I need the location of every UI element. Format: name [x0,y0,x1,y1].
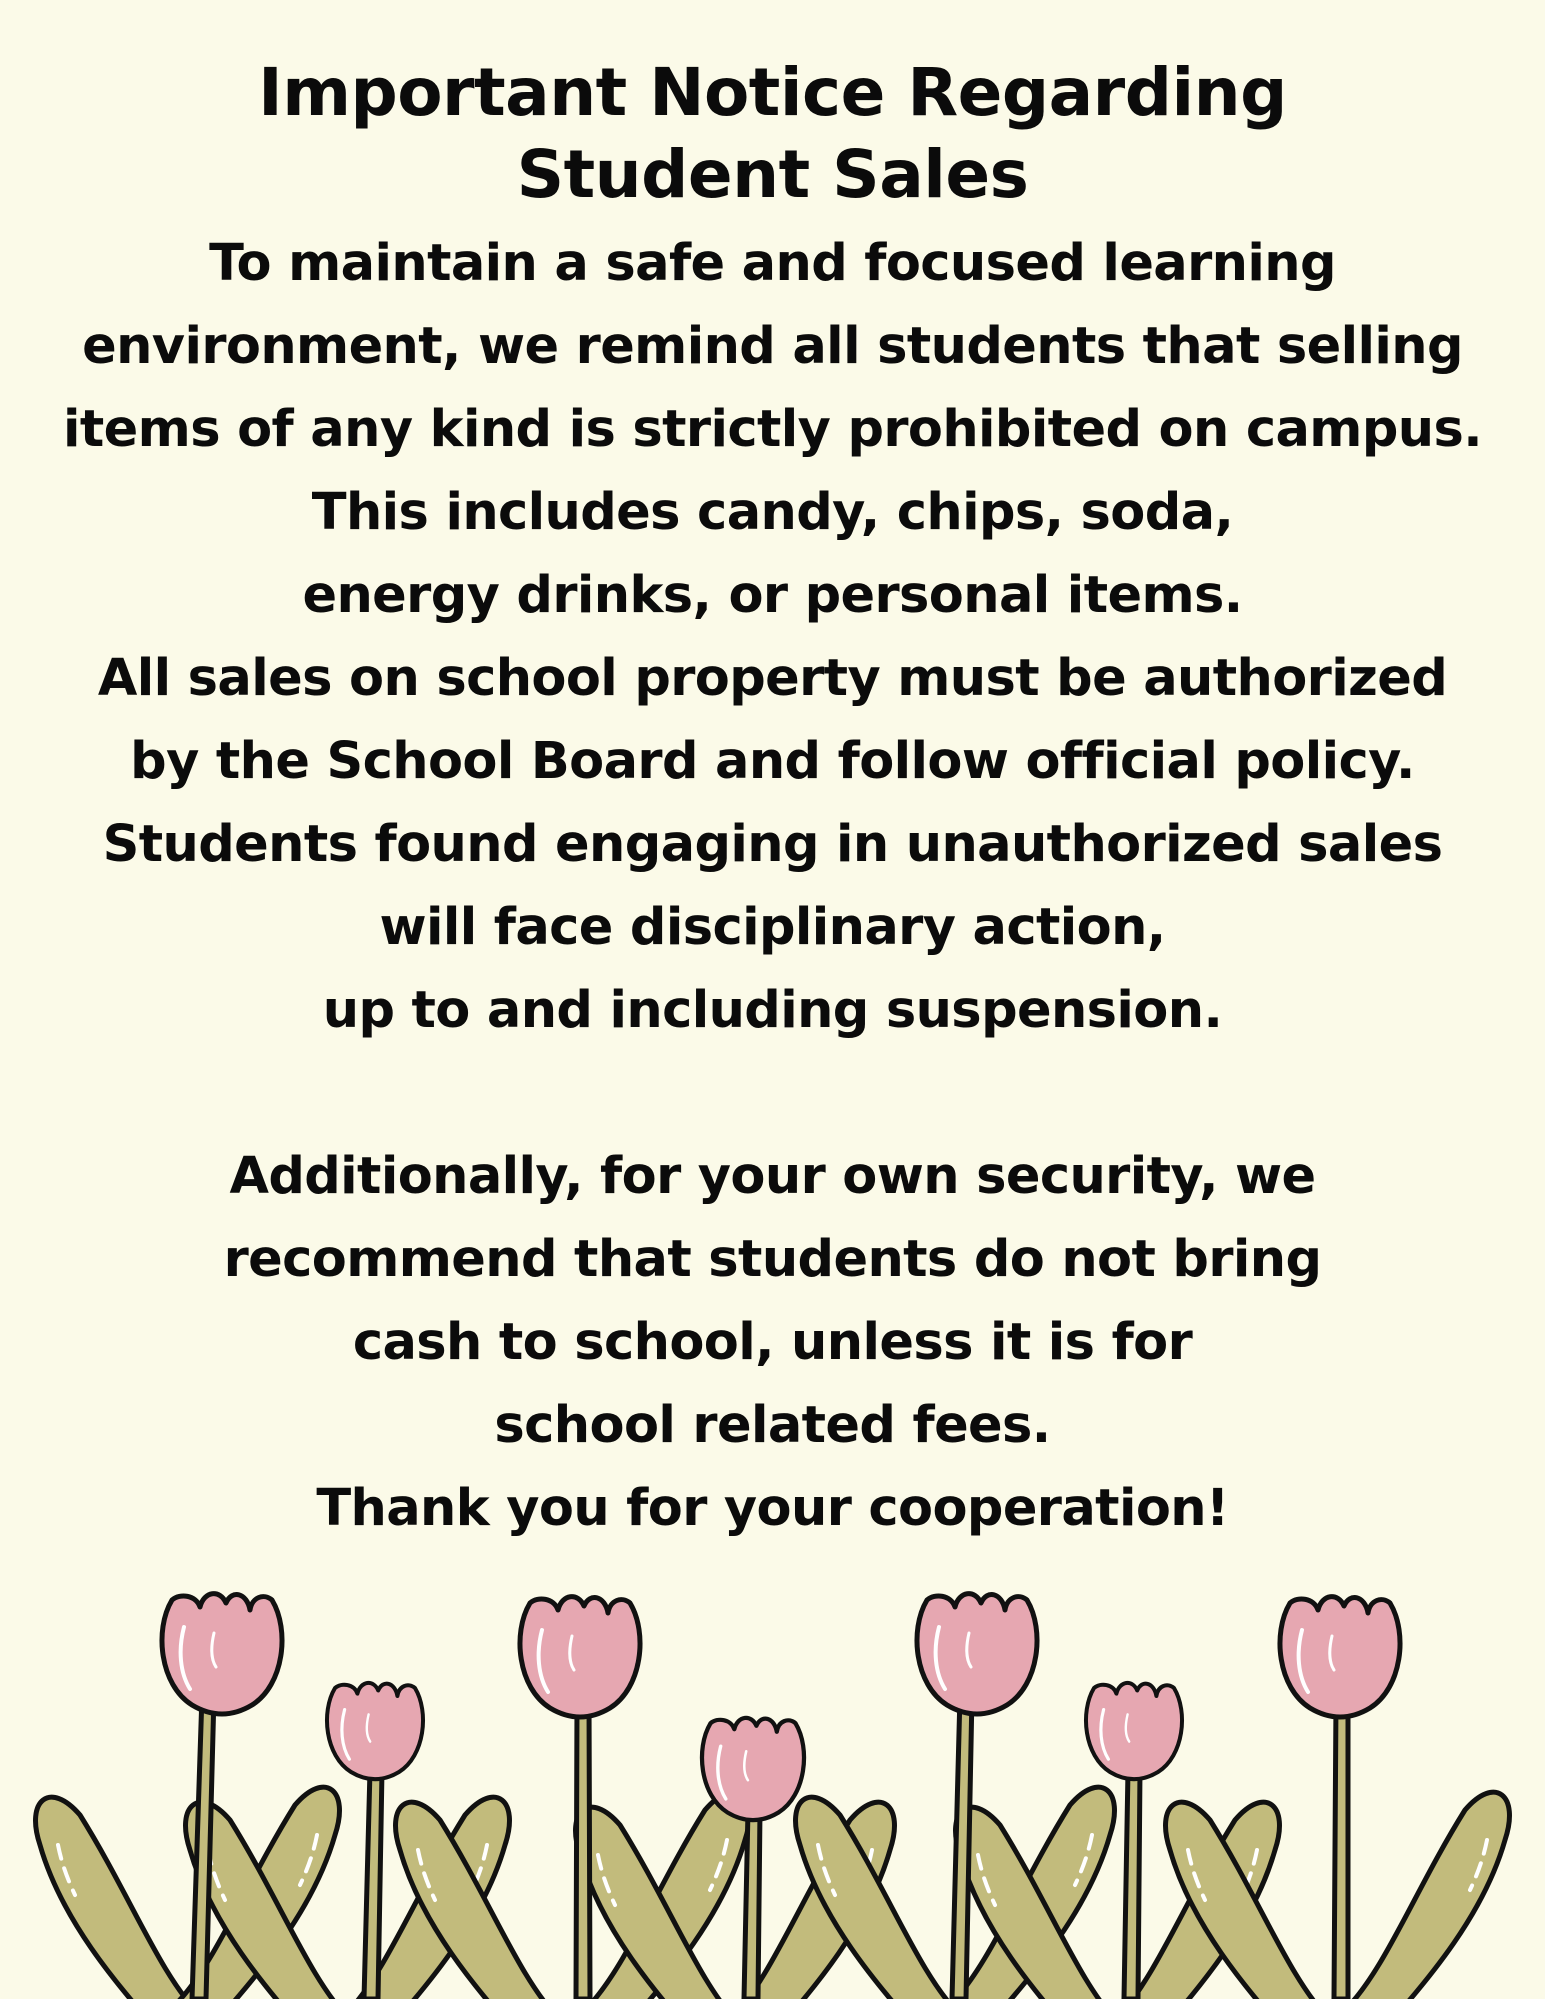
tulip-illustration [0,1575,1545,1999]
body-line: To maintain a safe and focused learning [209,234,1336,293]
stem [576,1700,590,1999]
tulip-icon [520,1597,640,1717]
tulip-icon [917,1594,1037,1714]
body-line: Additionally, for your own security, we [229,1147,1316,1206]
body-line: All sales on school property must be authorized [97,649,1448,708]
body-line: Students found engaging in unauthorized sales [102,815,1443,874]
stem [1124,1770,1140,1999]
tulip-icon [327,1683,423,1779]
stem [364,1770,382,1999]
notice-title [0,0,1545,216]
leaf-icon [1345,1792,1509,1999]
body-line: This includes candy, chips, soda, [311,483,1234,542]
body-line: recommend that students do not bring [223,1230,1322,1289]
tulip-icon [1280,1597,1400,1717]
body-line: will face disciplinary action, [379,898,1166,957]
body-line: up to and including suspension. [322,981,1223,1040]
tulip-border [0,1575,1545,1999]
stem [1334,1700,1348,1999]
body-line: Thank you for your cooperation! [316,1479,1229,1538]
tulip-icon [1086,1683,1182,1779]
body-line: energy drinks, or personal items. [302,566,1243,625]
body-line: items of any kind is strictly prohibited on campus. [63,400,1482,459]
body-line: by the School Board and follow official policy. [130,732,1415,791]
notice-body [0,222,1545,1550]
body-line: school related fees. [494,1396,1051,1455]
tulip-icon [702,1718,804,1820]
title-line: Student Sales [516,136,1029,213]
body-line: environment, we remind all students that selling [82,317,1463,376]
title-line: Important Notice Regarding [258,54,1287,131]
tulip-icon [162,1594,282,1714]
leaf-icon [36,1797,200,1999]
stem [952,1695,972,1999]
body-line: cash to school, unless it is for [352,1313,1193,1372]
stem [744,1810,760,1999]
paragraph-spacer [0,1052,1545,1135]
